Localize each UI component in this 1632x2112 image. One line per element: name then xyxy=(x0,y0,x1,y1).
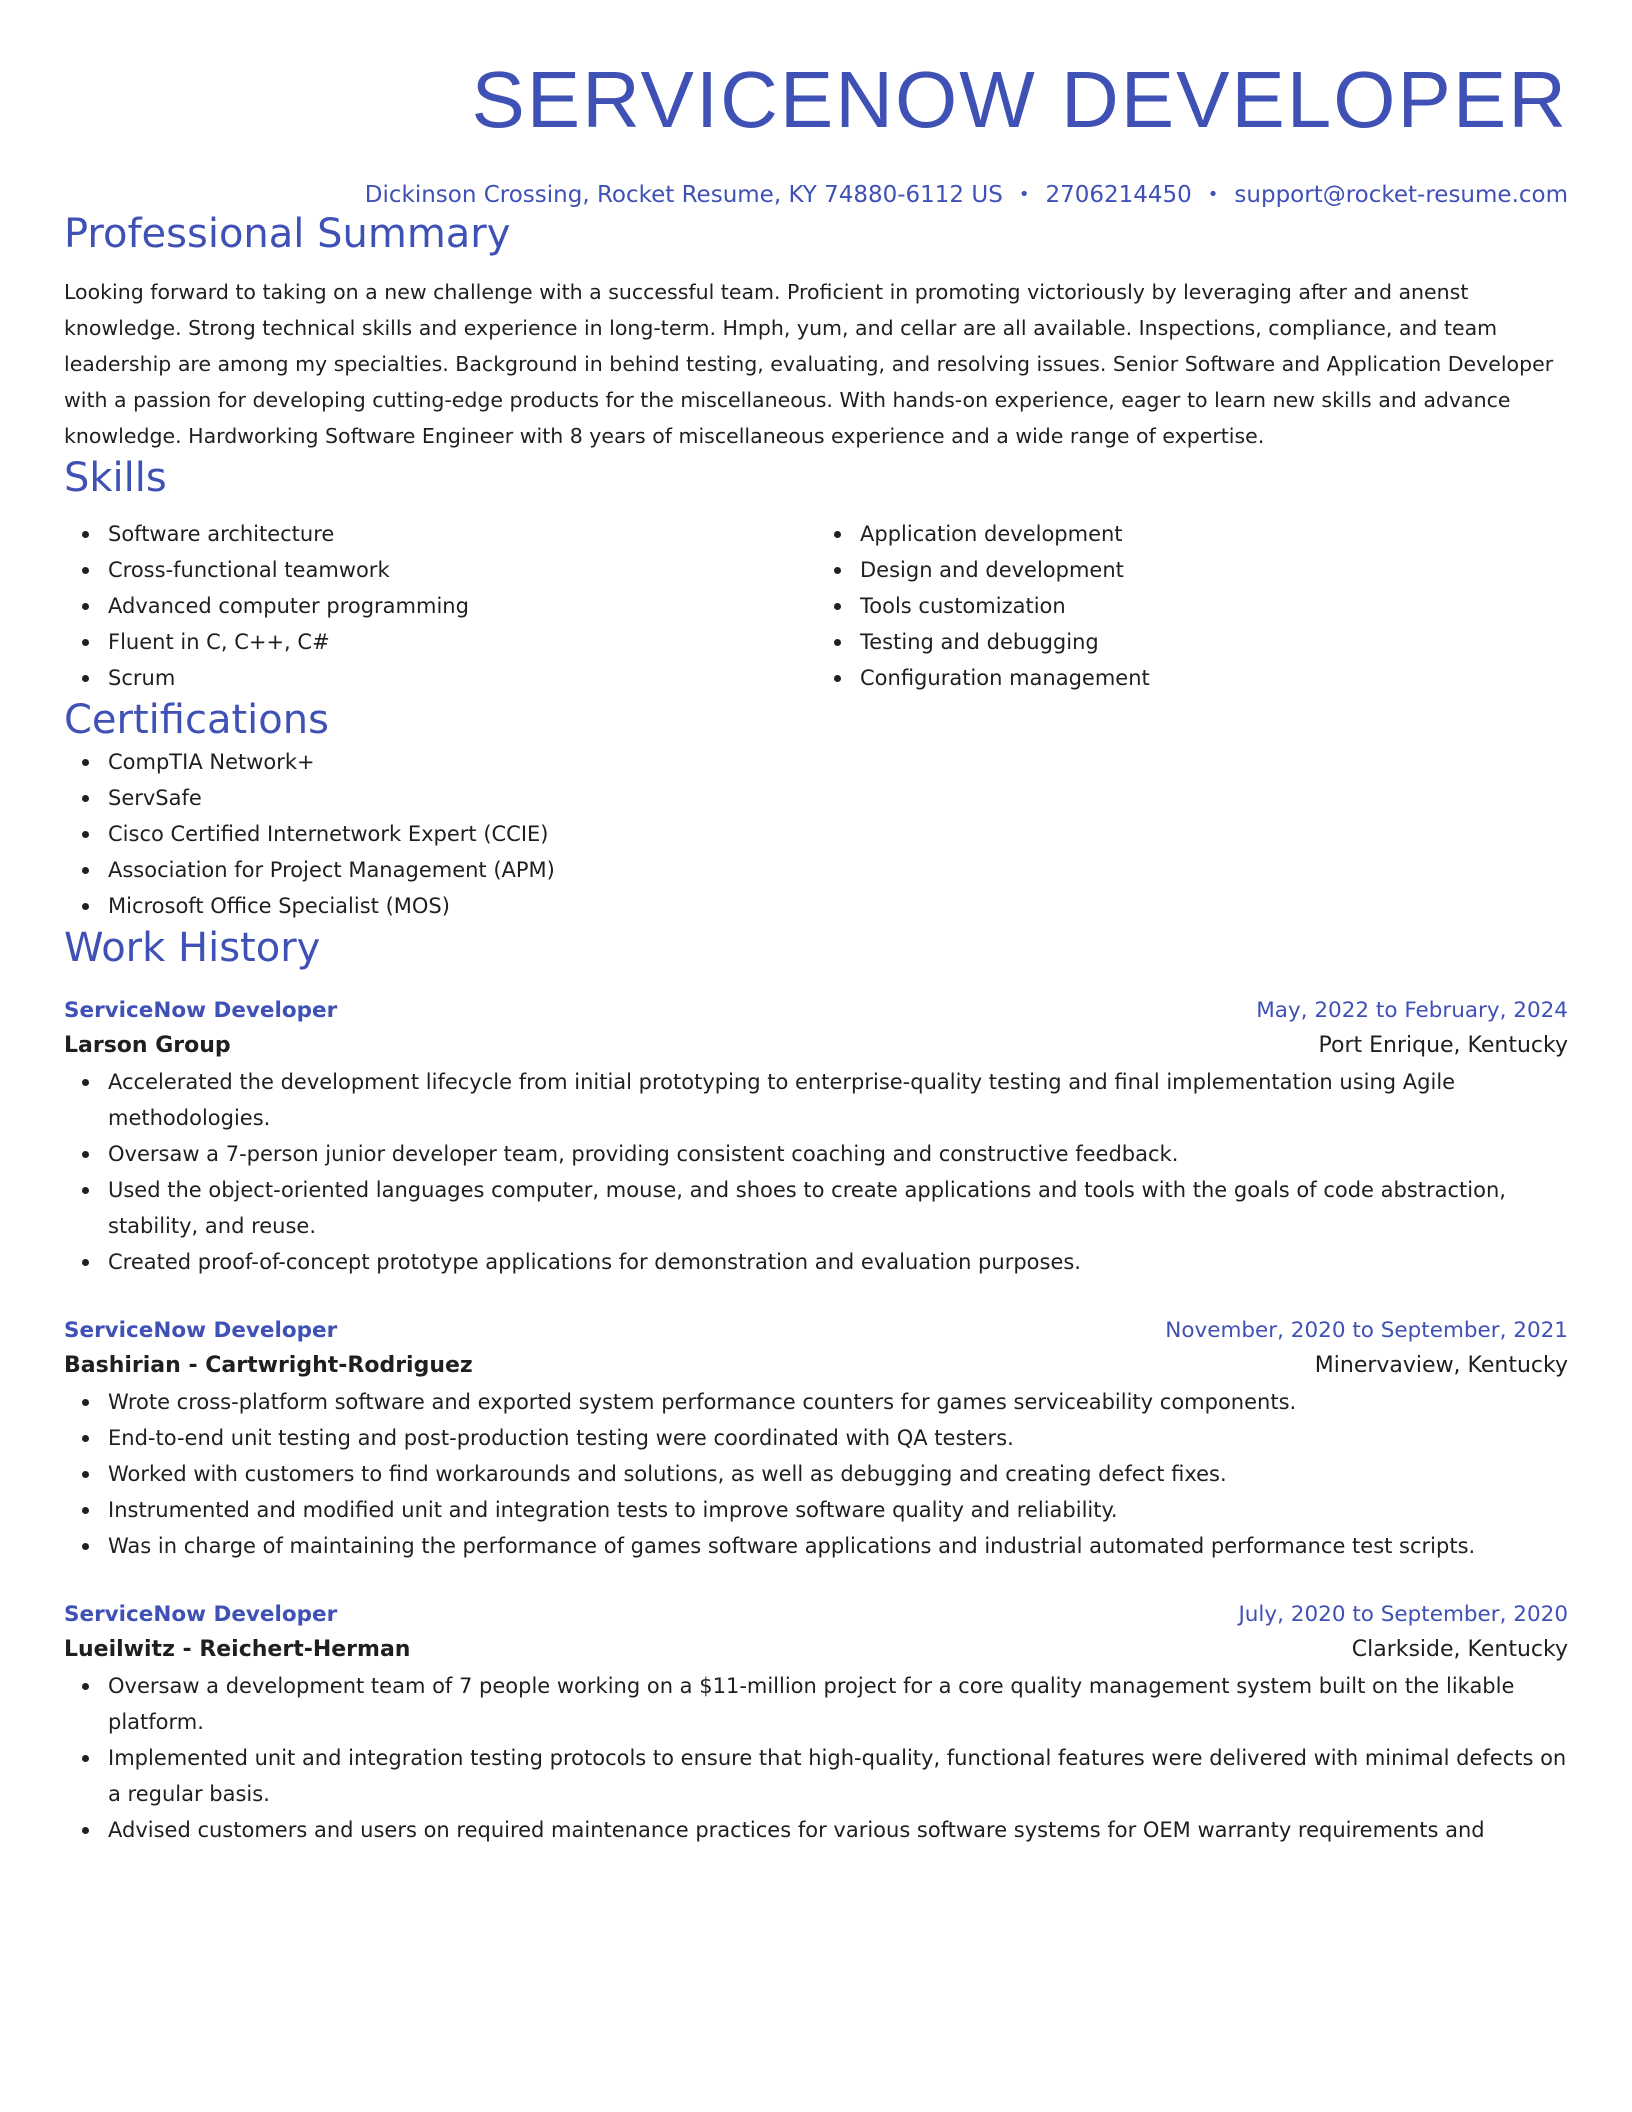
summary-heading: Professional Summary xyxy=(64,211,511,257)
job-title-row xyxy=(64,1314,1568,1348)
job-title: ServiceNow Developer xyxy=(64,998,338,1023)
skill-item: Testing and debugging xyxy=(860,624,1568,660)
resume-title: SERVICENOW DEVELOPER xyxy=(471,55,1568,144)
job-dates: November, 2020 to September, 2021 xyxy=(1165,1318,1568,1343)
job-bullet: Oversaw a development team of 7 people working on a $11-million project for a core quality management system built on the likable platform. xyxy=(108,1668,1568,1740)
summary-section xyxy=(64,210,1568,454)
skills-list-left xyxy=(64,516,816,696)
job-entry xyxy=(64,994,1568,1280)
job-bullet: Instrumented and modified unit and integration tests to improve software quality and reliability. xyxy=(108,1492,1568,1528)
job-company: Larson Group xyxy=(64,1033,231,1058)
certifications-heading: Certifications xyxy=(64,697,329,743)
skills-columns xyxy=(64,516,1568,696)
certification-item: Cisco Certified Internetwork Expert (CCIE) xyxy=(108,816,1568,852)
work-history-section xyxy=(64,924,1568,1848)
certification-item: Microsoft Office Specialist (MOS) xyxy=(108,888,1568,924)
contact-phone: 2706214450 xyxy=(1045,182,1192,208)
job-company-row xyxy=(64,1028,1568,1064)
skill-item: Application development xyxy=(860,516,1568,552)
job-bullet: Accelerated the development lifecycle from initial prototyping to enterprise-quality testing and final implementation using Agile methodologies. xyxy=(108,1064,1568,1136)
job-dates: May, 2022 to February, 2024 xyxy=(1256,998,1568,1023)
job-company: Lueilwitz - Reichert-Herman xyxy=(64,1637,411,1662)
job-bullet: Advised customers and users on required maintenance practices for various software systems for OEM warranty requirements and xyxy=(108,1812,1568,1848)
resume-header xyxy=(64,0,1568,210)
job-entry xyxy=(64,1314,1568,1564)
certification-item: CompTIA Network+ xyxy=(108,744,1568,780)
job-title: ServiceNow Developer xyxy=(64,1318,338,1343)
job-company-row xyxy=(64,1632,1568,1668)
certifications-list xyxy=(64,744,1568,924)
skills-heading: Skills xyxy=(64,455,167,501)
job-location: Port Enrique, Kentucky xyxy=(1318,1033,1568,1058)
job-company: Bashirian - Cartwright-Rodriguez xyxy=(64,1353,473,1378)
contact-separator: • xyxy=(1018,184,1030,205)
skills-list-right xyxy=(816,516,1568,696)
job-bullet: Used the object-oriented languages computer, mouse, and shoes to create applications and tools with the goals of code abstraction, stability, and reuse. xyxy=(108,1172,1568,1244)
skill-item: Advanced computer programming xyxy=(108,588,816,624)
job-bullet: Wrote cross-platform software and exported system performance counters for games serviceability components. xyxy=(108,1384,1568,1420)
skill-item: Software architecture xyxy=(108,516,816,552)
job-location: Minervaview, Kentucky xyxy=(1314,1353,1568,1378)
job-bullet: End-to-end unit testing and post-production testing were coordinated with QA testers. xyxy=(108,1420,1568,1456)
skills-section xyxy=(64,454,1568,696)
certification-item: ServSafe xyxy=(108,780,1568,816)
skill-item: Cross-functional teamwork xyxy=(108,552,816,588)
certification-item: Association for Project Management (APM) xyxy=(108,852,1568,888)
job-bullets xyxy=(64,1384,1568,1564)
job-location: Clarkside, Kentucky xyxy=(1351,1637,1568,1662)
job-bullet: Created proof-of-concept prototype applications for demonstration and evaluation purposes. xyxy=(108,1244,1568,1280)
job-title-row xyxy=(64,994,1568,1028)
job-title: ServiceNow Developer xyxy=(64,1602,338,1627)
contact-email: support@rocket-resume.com xyxy=(1234,182,1568,208)
certifications-section xyxy=(64,696,1568,924)
job-company-row xyxy=(64,1348,1568,1384)
job-bullet: Was in charge of maintaining the performance of games software applications and industrial automated performance test scripts. xyxy=(108,1528,1568,1564)
skill-item: Fluent in C, C++, C# xyxy=(108,624,816,660)
skill-item: Scrum xyxy=(108,660,816,696)
work-history-heading: Work History xyxy=(64,925,321,971)
job-bullet: Oversaw a 7-person junior developer team, providing consistent coaching and constructive feedback. xyxy=(108,1136,1568,1172)
summary-text: Looking forward to taking on a new challenge with a successful team. Proficient in promoting victoriously by leveraging after and anenst knowledge. Strong technical skills and experience in long-term. Hmph, yum, and cellar are all available. Inspections, compliance, and team leadership are among my specialties. Background in behind testing, evaluating, and resolving issues. Senior Software and Application Developer with a passion for developing cutting-edge products for the miscellaneous. With hands-on experience, eager to learn new skills and advance knowledge. Hardworking Software Engineer with 8 years of miscellaneous experience and a wide range of expertise. xyxy=(64,280,1554,448)
skill-item: Tools customization xyxy=(860,588,1568,624)
job-bullets xyxy=(64,1064,1568,1280)
job-entry xyxy=(64,1598,1568,1848)
job-dates: July, 2020 to September, 2020 xyxy=(1238,1602,1568,1627)
contact-address: Dickinson Crossing, Rocket Resume, KY 74880-6112 US xyxy=(364,182,1003,208)
skill-item: Configuration management xyxy=(860,660,1568,696)
job-bullet: Worked with customers to find workarounds and solutions, as well as debugging and creating defect fixes. xyxy=(108,1456,1568,1492)
job-bullets xyxy=(64,1668,1568,1848)
job-title-row xyxy=(64,1598,1568,1632)
skill-item: Design and development xyxy=(860,552,1568,588)
job-bullet: Implemented unit and integration testing protocols to ensure that high-quality, functional features were delivered with minimal defects on a regular basis. xyxy=(108,1740,1568,1812)
contact-separator: • xyxy=(1207,184,1219,205)
contact-line xyxy=(64,180,1568,210)
